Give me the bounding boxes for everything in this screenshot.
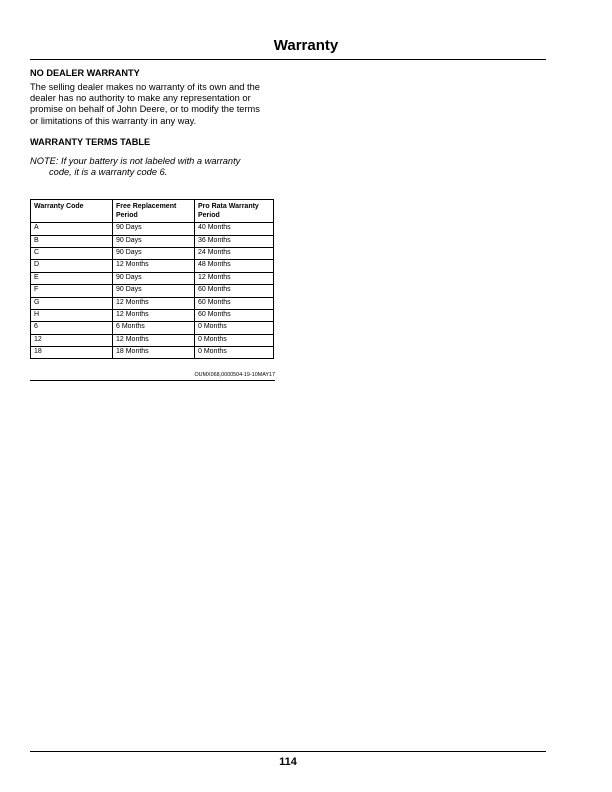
header-warranty-code bbox=[31, 200, 113, 223]
table-cell: 90 Days bbox=[113, 285, 195, 297]
table-cell: H bbox=[31, 309, 113, 321]
warranty-terms-table bbox=[30, 199, 274, 359]
header-rule bbox=[30, 59, 546, 60]
table-cell: 36 Months bbox=[195, 235, 274, 247]
note-line-1: NOTE: If your battery is not labeled with a warranty bbox=[30, 156, 241, 166]
table-row bbox=[31, 309, 274, 321]
table-row bbox=[31, 235, 274, 247]
table-cell: 6 bbox=[31, 322, 113, 334]
table-cell: 90 Days bbox=[113, 272, 195, 284]
table-row bbox=[31, 334, 274, 346]
table-cell: 12 Months bbox=[113, 334, 195, 346]
header-text: Period bbox=[116, 211, 138, 219]
table-cell: 0 Months bbox=[195, 334, 274, 346]
table-cell: G bbox=[31, 297, 113, 309]
table-cell: 48 Months bbox=[195, 260, 274, 272]
table-cell: F bbox=[31, 285, 113, 297]
table-cell: 18 Months bbox=[113, 347, 195, 359]
no-dealer-line: promise on behalf of John Deere, or to modify the terms bbox=[30, 104, 260, 115]
no-dealer-line: dealer has no authority to make any representation or bbox=[30, 93, 251, 104]
table-cell: 24 Months bbox=[195, 247, 274, 259]
table-body bbox=[31, 223, 274, 359]
table-row bbox=[31, 223, 274, 235]
header-text: Period bbox=[198, 211, 220, 219]
table-cell: A bbox=[31, 223, 113, 235]
header-text: Free Replacement bbox=[116, 203, 177, 210]
no-dealer-line: The selling dealer makes no warranty of its own and the bbox=[30, 82, 260, 92]
table-cell: 40 Months bbox=[195, 223, 274, 235]
table-cell: 0 Months bbox=[195, 347, 274, 359]
header-text: Warranty Code bbox=[34, 203, 84, 210]
table-header-row bbox=[31, 200, 274, 223]
table-cell: 12 Months bbox=[113, 260, 195, 272]
section-end-rule bbox=[30, 380, 275, 381]
table-cell: C bbox=[31, 247, 113, 259]
table-cell: B bbox=[31, 235, 113, 247]
table-row bbox=[31, 347, 274, 359]
terms-heading: WARRANTY TERMS TABLE bbox=[30, 137, 151, 147]
header-pro-rata bbox=[195, 200, 274, 223]
table-cell: 12 bbox=[31, 334, 113, 346]
header-text: Pro Rata Warranty bbox=[198, 203, 259, 210]
table-cell: E bbox=[31, 272, 113, 284]
terms-section bbox=[30, 137, 276, 178]
table-cell: 0 Months bbox=[195, 322, 274, 334]
table-row bbox=[31, 247, 274, 259]
page-title: Warranty bbox=[273, 37, 339, 54]
no-dealer-section bbox=[30, 68, 276, 127]
table-cell: 60 Months bbox=[195, 285, 274, 297]
table-cell: 90 Days bbox=[113, 223, 195, 235]
table-cell: 18 bbox=[31, 347, 113, 359]
table-cell: 12 Months bbox=[113, 309, 195, 321]
no-dealer-line: or limitations of this warranty in any way. bbox=[30, 115, 197, 126]
battery-note bbox=[30, 156, 276, 178]
table-cell: 6 Months bbox=[113, 322, 195, 334]
no-dealer-paragraph bbox=[30, 82, 276, 127]
table-row bbox=[31, 272, 274, 284]
table-row bbox=[31, 297, 274, 309]
table-cell: 12 Months bbox=[113, 297, 195, 309]
table-cell: D bbox=[31, 260, 113, 272]
footer-rule bbox=[30, 751, 546, 752]
table-row bbox=[31, 285, 274, 297]
table-row bbox=[31, 260, 274, 272]
header-free-replacement bbox=[113, 200, 195, 223]
note-line-2: code, it is a warranty code 6. bbox=[49, 167, 168, 178]
warranty-table-wrap bbox=[30, 199, 276, 359]
table-cell: 60 Months bbox=[195, 309, 274, 321]
table-cell: 90 Days bbox=[113, 247, 195, 259]
table-cell: 12 Months bbox=[195, 272, 274, 284]
table-row bbox=[31, 322, 274, 334]
no-dealer-heading: NO DEALER WARRANTY bbox=[30, 68, 140, 78]
table-cell: 90 Days bbox=[113, 235, 195, 247]
table-cell: 60 Months bbox=[195, 297, 274, 309]
reference-code: OUMX068,0000504-19-10MAY17 bbox=[194, 372, 275, 378]
page-number: 114 bbox=[279, 756, 297, 768]
